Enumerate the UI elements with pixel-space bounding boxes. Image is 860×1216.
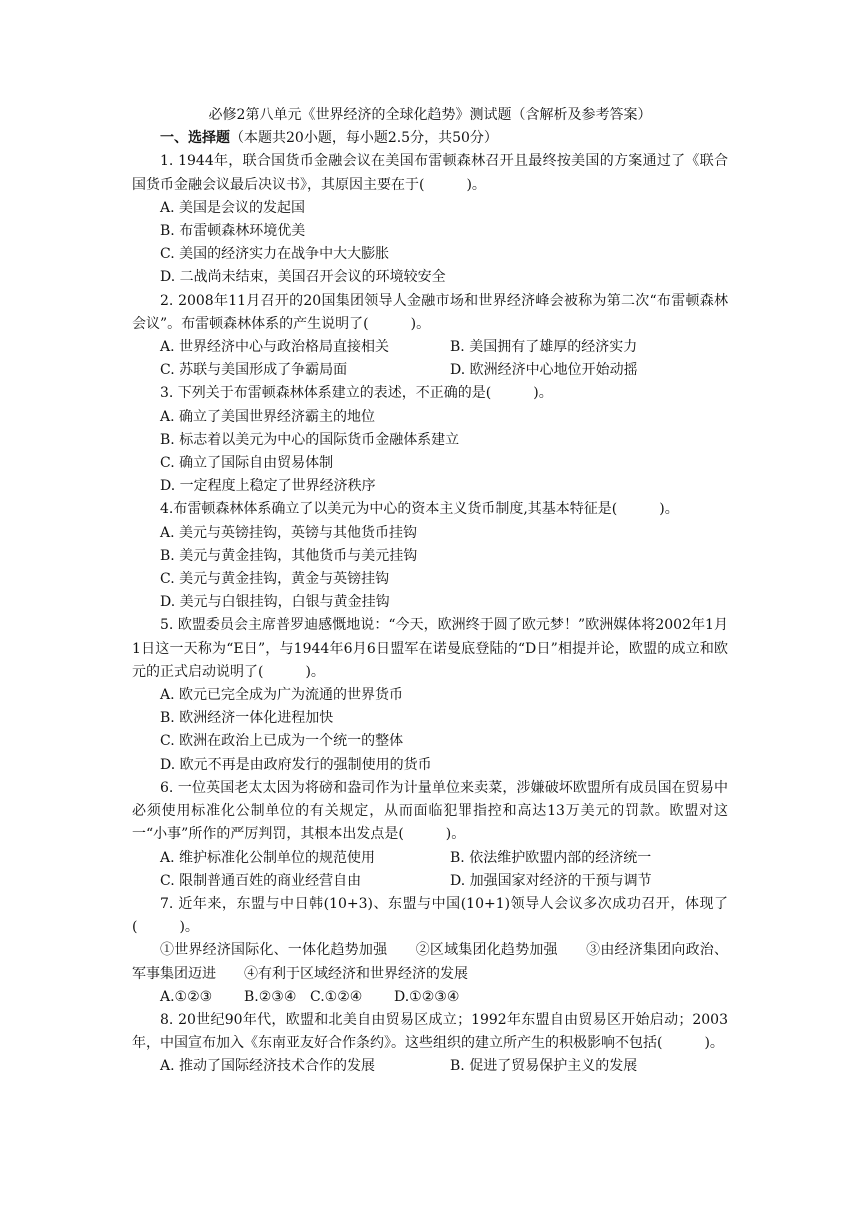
question-4-option-c: C. 美元与黄金挂钩，黄金与英镑挂钩 xyxy=(160,571,390,588)
question-6-option-b: B. 依法维护欧盟内部的经济统一 xyxy=(450,849,652,866)
question-4-option-b: B. 美元与黄金挂钩，其他货币与美元挂钩 xyxy=(160,547,418,564)
question-7-choices xyxy=(132,986,728,1009)
section-title: 一、选择题 xyxy=(160,130,230,147)
question-4-stem: 4.布雷顿森林体系确立了以美元为中心的资本主义货币制度,其基本特征是( )。 xyxy=(160,501,679,518)
question-6-stem: 6. 一位英国老太太因为将磅和盎司作为计量单位来卖菜，涉嫌破坏欧盟所有成员国在贸易中必须使用标准化公制单位的有关规定，从而面临犯罪指控和高达13万美元的罚款。欧盟对这一“小事”所作的严厉判罚，其根本出发点是( )。 xyxy=(132,779,728,843)
question-2-option-d: D. 欧洲经济中心地位开始动摇 xyxy=(450,362,638,379)
question-1-stem: 1. 1944年，联合国货币金融会议在美国布雷顿森林召开且最终按美国的方案通过了《联合国货币金融会议最后决议书》，其原因主要在于( )。 xyxy=(132,153,728,193)
question-7-stem: 7. 近年来，东盟与中日韩(10+3)、东盟与中国(10+1)领导人会议多次成功召开，体现了( )。 xyxy=(132,895,728,936)
question-2-option-a: A. 世界经济中心与政治格局直接相关 xyxy=(160,339,390,356)
question-6-option-c: C. 限制普通百姓的商业经营自由 xyxy=(160,872,362,889)
question-1-option-b: B. 布雷顿森林环境优美 xyxy=(160,223,306,240)
question-2-stem: 2. 2008年11月召开的20国集团领导人金融市场和世界经济峰会被称为第二次“布雷顿森林会议”。布雷顿森林体系的产生说明了( )。 xyxy=(132,292,728,332)
question-1-option-a: A. 美国是会议的发起国 xyxy=(160,199,306,216)
question-6-options-row-2 xyxy=(132,870,728,893)
question-4-option-a: A. 美元与英镑挂钩，英镑与其他货币挂钩 xyxy=(160,524,418,541)
question-6-option-a: A. 维护标准化公制单位的规范使用 xyxy=(160,849,376,866)
question-5-option-c: C. 欧洲在政治上已成为一个统一的整体 xyxy=(160,733,404,750)
section-heading xyxy=(132,127,728,150)
question-3-stem: 3. 下列关于布雷顿森林体系建立的表述，不正确的是( )。 xyxy=(160,385,553,402)
question-2-options-row-1 xyxy=(132,336,728,359)
question-3-option-c: C. 确立了国际自由贸易体制 xyxy=(160,455,334,472)
question-5-option-d: D. 欧元不再是由政府发行的强制使用的货币 xyxy=(160,756,432,773)
question-5-stem: 5. 欧盟委员会主席普罗迪感慨地说：“今天，欧洲终于圆了欧元梦！”欧洲媒体将2002年1月1日这一天称为“E日”，与1944年6月6日盟军在诺曼底登陆的“D日”相提并论，欧盟的成立和欧元的正式启动说明了( )。 xyxy=(132,617,728,680)
question-6-option-d: D. 加强国家对经济的干预与调节 xyxy=(450,872,652,889)
question-3-option-d: D. 一定程度上稳定了世界经济秩序 xyxy=(160,478,376,495)
question-3-option-a: A. 确立了美国世界经济霸主的地位 xyxy=(160,408,376,425)
question-4-option-d: D. 美元与白银挂钩，白银与黄金挂钩 xyxy=(160,594,390,611)
question-7-statements: ①世界经济国际化、一体化趋势加强 ②区域集团化趋势加强 ③由经济集团向政治、军事集团迈进 ④有利于区域经济和世界经济的发展 xyxy=(132,942,728,982)
question-3-option-b: B. 标志着以美元为中心的国际货币金融体系建立 xyxy=(160,431,460,448)
question-6-options-row-1 xyxy=(132,847,728,870)
question-7-choice-b: B.②③④ xyxy=(244,988,297,1005)
document-body xyxy=(132,104,728,1079)
question-2-options-row-2 xyxy=(132,359,728,382)
document-title: 必修2第八单元《世界经济的全球化趋势》测试题（含解析及参考答案） xyxy=(208,107,652,123)
question-5-option-a: A. 欧元已完全成为广为流通的世界货币 xyxy=(160,687,404,704)
question-8-option-a: A. 推动了国际经济技术合作的发展 xyxy=(160,1058,376,1075)
question-1-option-d: D. 二战尚未结束，美国召开会议的环境较安全 xyxy=(160,269,446,286)
question-8-options-row-1 xyxy=(132,1055,728,1078)
question-7-choice-a: A.①②③ xyxy=(160,988,213,1005)
question-7-choice-d: D.①②③④ xyxy=(394,988,460,1005)
question-8-stem: 8. 20世纪90年代，欧盟和北美自由贸易区成立；1992年东盟自由贸易区开始启动；2003年，中国宣布加入《东南亚友好合作条约》。这些组织的建立所产生的积极影响不包括( )。 xyxy=(132,1011,728,1052)
question-8-option-b: B. 促进了贸易保护主义的发展 xyxy=(450,1058,638,1075)
question-2-option-b: B. 美国拥有了雄厚的经济实力 xyxy=(450,339,638,356)
question-5-option-b: B. 欧洲经济一体化进程加快 xyxy=(160,710,334,727)
question-7-choice-c: C.①②④ xyxy=(310,988,363,1005)
section-note: （本题共20小题，每小题2.5分，共50分） xyxy=(230,130,498,147)
question-2-option-c: C. 苏联与美国形成了争霸局面 xyxy=(160,362,348,379)
question-1-option-c: C. 美国的经济实力在战争中大大膨胀 xyxy=(160,246,390,263)
